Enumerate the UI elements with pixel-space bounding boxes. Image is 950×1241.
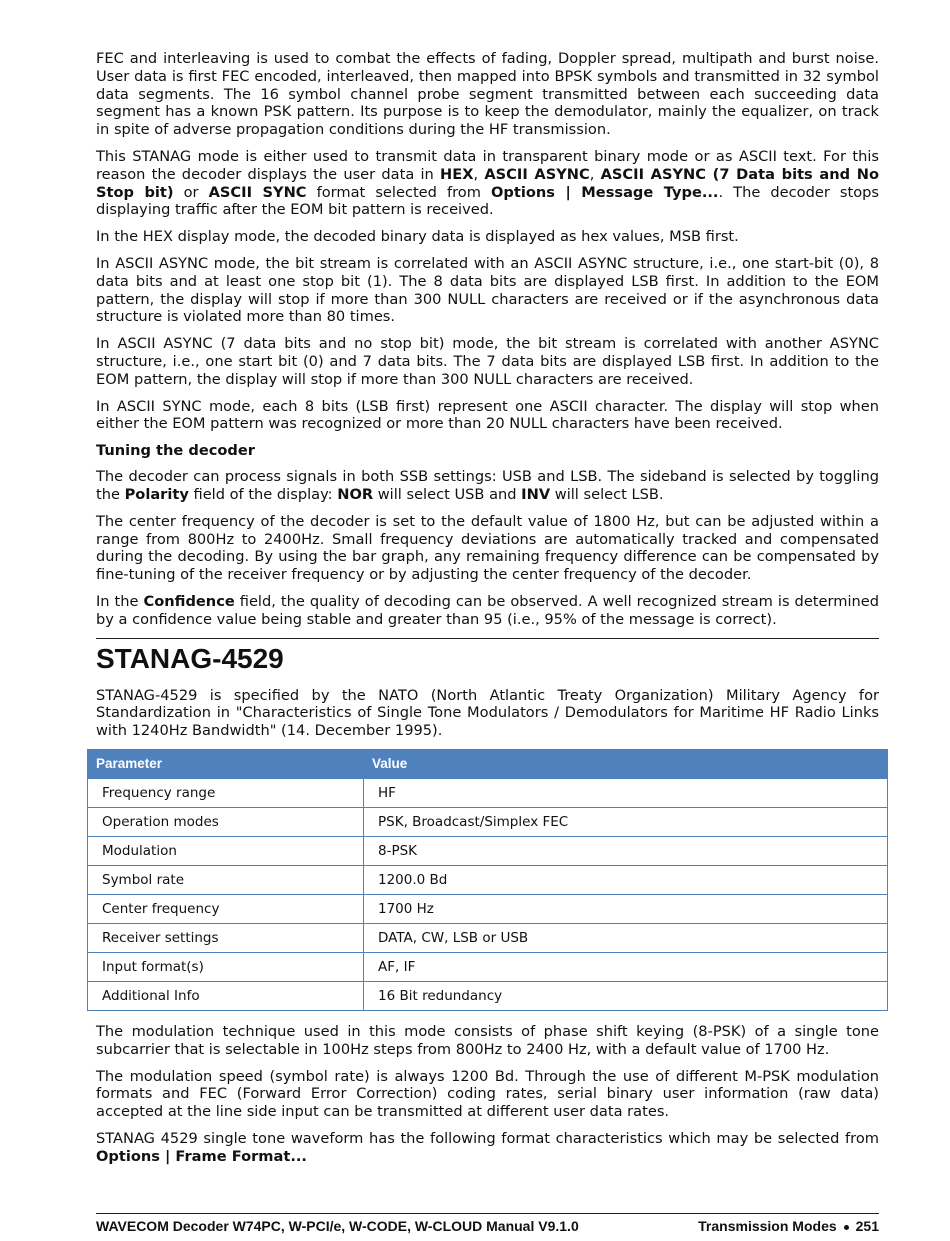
text-run: FEC and interleaving is used to combat the effects of fading, Doppler spread, multipath and burst noise. User data is first FEC encoded, interleaved, then mapped into BPSK symbols and transmitted in 32 symbol data segments. The 16 symbol channel probe segment transmitted between each succeeding data segment has a known PSK pattern. Its purpose is to keep the demodulator, mainly the equalizer, on track in spite of adverse propagation conditions during the HF transmission.: [96, 50, 879, 139]
table-row: [88, 894, 888, 923]
subheading-tuning: Tuning the decoder: [96, 442, 255, 460]
table-cell-parameter: Receiver settings: [88, 923, 364, 952]
paragraph: [96, 1130, 879, 1166]
table-row: [88, 836, 888, 865]
table-cell-parameter: Center frequency: [88, 894, 364, 923]
table-header-parameter: Parameter: [88, 749, 364, 778]
bold-term: Confidence: [143, 592, 235, 610]
text-run: will select LSB.: [550, 485, 664, 503]
text-run: ,: [473, 165, 485, 183]
page-footer: [96, 1213, 879, 1234]
paragraph: [96, 593, 879, 629]
table-header-row: [88, 749, 888, 778]
bold-term: HEX: [440, 165, 474, 183]
table-cell-value: PSK, Broadcast/Simplex FEC: [364, 807, 888, 836]
table-row: [88, 778, 888, 807]
table-header-value: Value: [364, 749, 888, 778]
bold-term: Options | Frame Format...: [96, 1147, 307, 1165]
section-title: STANAG-4529: [96, 638, 879, 677]
paragraph: [96, 50, 879, 139]
paragraph: [96, 255, 879, 326]
tuning-paragraphs: [96, 468, 879, 628]
table-cell-parameter: Additional Info: [88, 981, 364, 1010]
table-cell-parameter: Modulation: [88, 836, 364, 865]
paragraph: [96, 398, 879, 434]
intro-paragraphs: [96, 50, 879, 433]
text-run: In ASCII SYNC mode, each 8 bits (LSB first) represent one ASCII character. The display will stop when either the EOM pattern was recognized or more than 20 NULL characters have been received.: [96, 397, 879, 433]
text-run: In the: [96, 592, 144, 610]
paragraph: [96, 513, 879, 584]
text-run: In ASCII ASYNC (7 data bits and no stop bit) mode, the bit stream is correlated with another ASYNC structure, i.e., one start bit (0) and 7 data bits. The 7 data bits are displayed LSB first. In addition to the EOM pattern, the display will stop if more than 300 NULL characters are received.: [96, 335, 879, 388]
footer-section: [698, 1218, 879, 1234]
text-run: STANAG 4529 single tone waveform has the following format characteristics which may be selected from: [96, 1129, 879, 1147]
text-run: The center frequency of the decoder is set to the default value of 1800 Hz, but can be adjusted within a range from 800Hz to 2400Hz. Small frequency deviations are automatically tracked and compensated during the decoding. By using the bar graph, any remaining frequency difference can be compensated by fine-tuning of the receiver frequency or by adjusting the center frequency of the decoder.: [96, 512, 879, 584]
table-row: [88, 865, 888, 894]
text-run: In the HEX display mode, the decoded binary data is displayed as hex values, MSB first.: [96, 228, 739, 246]
bold-term: ASCII SYNC: [208, 183, 307, 201]
table-cell-value: DATA, CW, LSB or USB: [364, 923, 888, 952]
text-run: The modulation speed (symbol rate) is always 1200 Bd. Through the use of different M-PSK modulation formats and FEC (Forward Error Correction) coding rates, serial binary user information (raw data) accepted at the line side input can be transmitted at different user data rates.: [96, 1067, 879, 1121]
text-run: format selected from: [306, 183, 492, 201]
table-cell-value: 8-PSK: [364, 836, 888, 865]
table-cell-parameter: Frequency range: [88, 778, 364, 807]
text-run: The decoder can process signals in both SSB settings: USB and LSB. The sideband is selected by toggling the: [96, 468, 879, 503]
paragraph: [96, 468, 879, 504]
table-cell-value: 1700 Hz: [364, 894, 888, 923]
table-cell-parameter: Operation modes: [88, 807, 364, 836]
text-run: field of the display:: [188, 485, 338, 503]
text-run: The modulation technique used in this mode consists of phase shift keying (8-PSK) of a single tone subcarrier that is selectable in 100Hz steps from 800Hz to 2400 Hz, with a default value of 1700 Hz.: [96, 1022, 879, 1058]
paragraph: [96, 1023, 879, 1059]
bold-term: Options | Message Type...: [491, 183, 719, 201]
bullet-icon: [844, 1225, 849, 1230]
footer-section-label: Transmission Modes: [698, 1218, 837, 1234]
paragraph: [96, 1068, 879, 1121]
table-cell-value: 1200.0 Bd: [364, 865, 888, 894]
parameter-table: [87, 749, 888, 1011]
page-number: 251: [855, 1218, 879, 1234]
bold-term: ASCII ASYNC (7 Data bits and No Stop bit): [96, 165, 880, 201]
table-row: [88, 923, 888, 952]
footer-manual-title: WAVECOM Decoder W74PC, W-PCI/e, W-CODE, W-CLOUD Manual V9.1.0: [96, 1218, 579, 1234]
text-run: ,: [589, 165, 601, 183]
page-content: [96, 50, 879, 1174]
text-run: field, the quality of decoding can be observed. A well recognized stream is determined by a confidence value being stable and greater than 95 (i.e., 95% of the message is correct).: [96, 592, 880, 628]
table-cell-value: HF: [364, 778, 888, 807]
text-run: will select USB and: [373, 485, 522, 503]
text-run: This STANAG mode is either used to transmit data in transparent binary mode or as ASCII text. For this reason the decoder displays the user data in: [96, 147, 879, 183]
paragraph: [96, 148, 879, 219]
text-run: In ASCII ASYNC mode, the bit stream is correlated with an ASCII ASYNC structure, i.e., one start-bit (0), 8 data bits and at least one stop bit (1). The 8 data bits are displayed LSB first. In addition to the EOM pattern, the display will stop if more than 300 NULL characters are received or if the asynchronous data structure is violated more than 80 times.: [96, 254, 879, 326]
table-cell-parameter: Input format(s): [88, 952, 364, 981]
table-cell-value: AF, IF: [364, 952, 888, 981]
text-run: or: [173, 183, 209, 201]
table-row: [88, 981, 888, 1010]
paragraph: [96, 335, 879, 388]
table-row: [88, 952, 888, 981]
paragraph: [96, 228, 879, 246]
table-row: [88, 807, 888, 836]
table-cell-value: 16 Bit redundancy: [364, 981, 888, 1010]
bold-term: Polarity: [124, 485, 189, 503]
table-cell-parameter: Symbol rate: [88, 865, 364, 894]
bold-term: NOR: [337, 485, 374, 503]
text-run: . The decoder stops displaying traffic after the EOM bit pattern is received.: [96, 183, 880, 219]
bold-term: ASCII ASYNC: [484, 165, 590, 183]
section-intro: STANAG-4529 is specified by the NATO (North Atlantic Treaty Organization) Military Agency for Standardization in "Characteristics of Single Tone Modulators / Demodulators for Maritime HF Radio Links with 1240Hz Bandwidth" (14. December 1995).: [96, 686, 879, 740]
modulation-paragraphs: [96, 1023, 879, 1166]
bold-term: INV: [521, 485, 551, 503]
